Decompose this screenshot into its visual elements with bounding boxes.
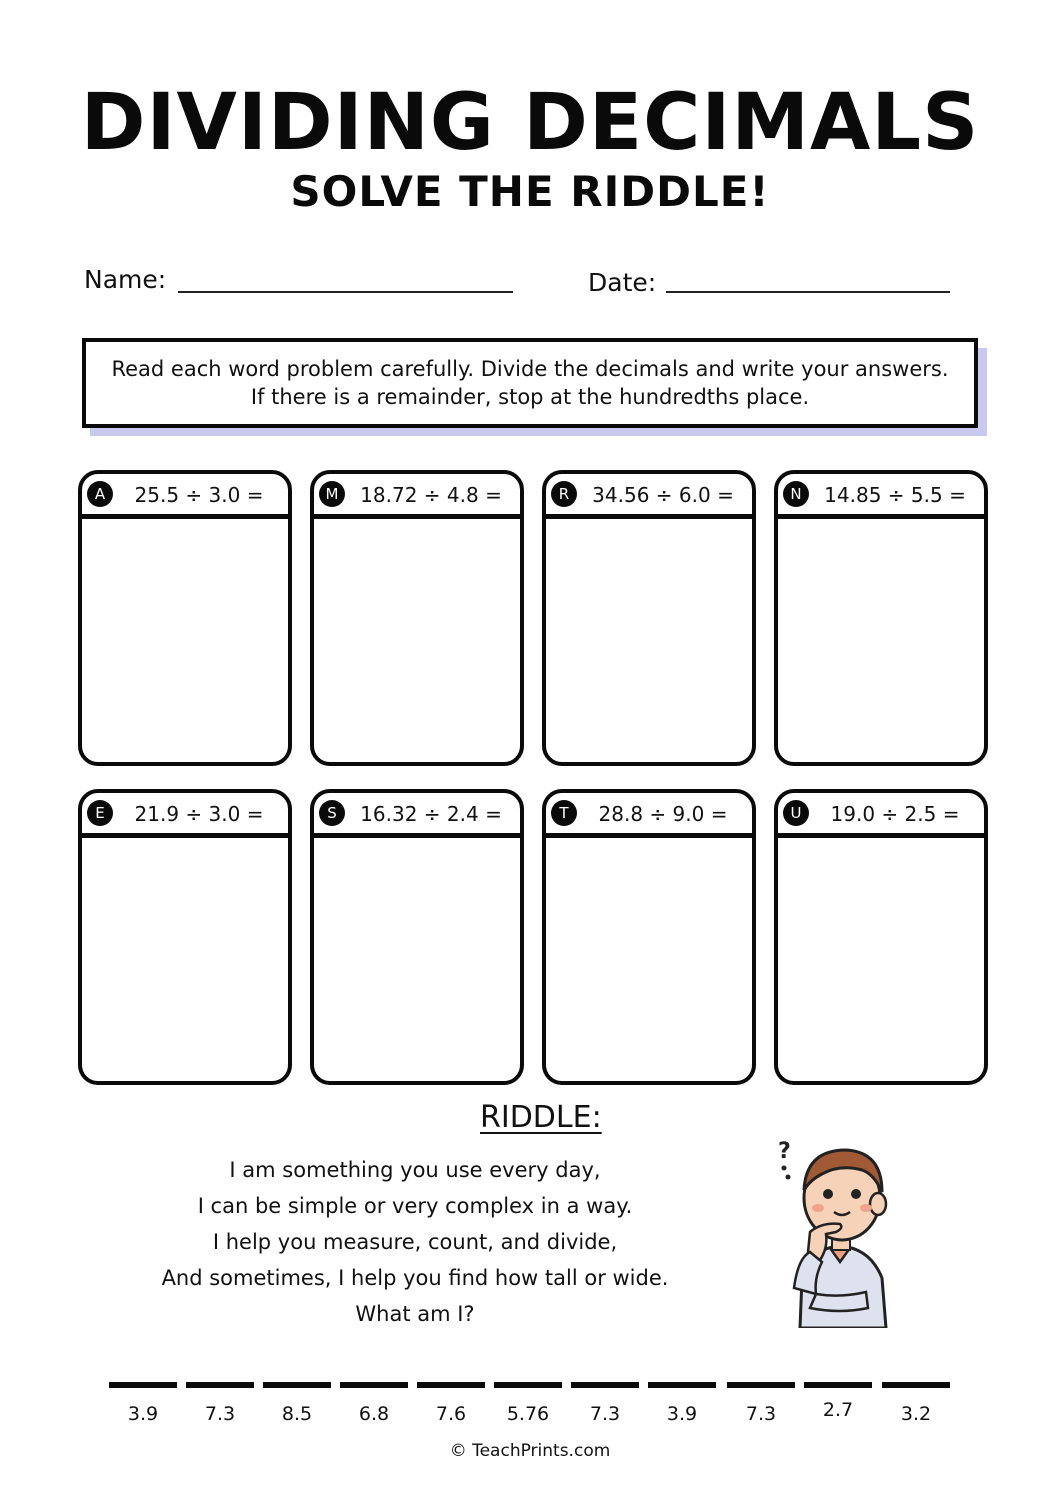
date-label: Date: — [588, 268, 657, 297]
answer-slot[interactable] — [109, 1382, 177, 1426]
problem-card-u — [774, 789, 988, 1085]
answer-code: 7.3 — [745, 1403, 777, 1425]
problem-card-r — [542, 470, 756, 766]
work-area[interactable] — [778, 838, 984, 1085]
letter-badge: U — [783, 800, 809, 826]
letter-badge: N — [783, 481, 809, 507]
problem-header — [546, 474, 752, 519]
letter-badge: S — [319, 800, 345, 826]
instructions-text: Read each word problem carefully. Divide the decimals and write your answers. If there is a remainder, stop at the hundredths place. — [111, 357, 949, 409]
letter-badge: T — [551, 800, 577, 826]
answer-slot[interactable] — [648, 1382, 716, 1426]
name-field[interactable] — [178, 291, 513, 293]
answer-line — [417, 1382, 485, 1388]
work-area[interactable] — [314, 519, 520, 766]
date-field[interactable] — [666, 291, 950, 293]
letter-badge: M — [319, 481, 345, 507]
letter-badge: E — [87, 800, 113, 826]
work-area[interactable] — [82, 838, 288, 1085]
riddle-line: What am I? — [355, 1302, 475, 1326]
problem-card-e — [78, 789, 292, 1085]
letter-badge: R — [551, 481, 577, 507]
problem-header — [82, 474, 288, 519]
answer-line — [648, 1382, 716, 1388]
problem-card-m — [310, 470, 524, 766]
answer-line — [263, 1382, 331, 1388]
problem-header — [82, 793, 288, 838]
riddle-line: I am something you use every day, — [229, 1158, 601, 1182]
answer-slot[interactable] — [727, 1382, 795, 1426]
answer-slot[interactable] — [340, 1382, 408, 1426]
answer-line — [340, 1382, 408, 1388]
problem-expression: 19.0 ÷ 2.5 = — [830, 802, 960, 826]
riddle-line: I help you measure, count, and divide, — [212, 1230, 618, 1254]
answer-code: 7.3 — [589, 1403, 621, 1425]
problem-expression: 16.32 ÷ 2.4 = — [360, 802, 502, 826]
problem-card-t — [542, 789, 756, 1085]
problem-header — [778, 474, 984, 519]
answer-slot[interactable] — [571, 1382, 639, 1426]
answer-line — [882, 1382, 950, 1388]
problem-card-n — [774, 470, 988, 766]
work-area[interactable] — [82, 519, 288, 766]
instructions-box — [82, 338, 978, 428]
riddle-line: And sometimes, I help you find how tall or wide. — [161, 1266, 669, 1290]
answer-code: 6.8 — [358, 1403, 390, 1425]
answer-line — [571, 1382, 639, 1388]
problem-card-a — [78, 470, 292, 766]
riddle-text — [145, 1152, 685, 1332]
name-label: Name: — [84, 265, 167, 294]
problem-header — [314, 793, 520, 838]
svg-text:?: ? — [778, 1139, 791, 1164]
answer-code: 3.2 — [900, 1403, 932, 1425]
copyright-footer: © TeachPrints.com — [449, 1441, 611, 1461]
problem-header — [546, 793, 752, 838]
answer-code: 2.7 — [822, 1399, 854, 1421]
problem-expression: 28.8 ÷ 9.0 = — [598, 802, 728, 826]
problem-expression: 25.5 ÷ 3.0 = — [134, 483, 264, 507]
page-title: DIVIDING DECIMALS — [80, 78, 980, 168]
answer-line — [804, 1382, 872, 1388]
page-subtitle: SOLVE THE RIDDLE! — [290, 167, 770, 216]
answer-code: 7.6 — [435, 1403, 467, 1425]
problem-expression: 14.85 ÷ 5.5 = — [824, 483, 966, 507]
riddle-title: RIDDLE: — [480, 1100, 602, 1135]
answer-line — [727, 1382, 795, 1388]
work-area[interactable] — [778, 519, 984, 766]
work-area[interactable] — [546, 519, 752, 766]
work-area[interactable] — [546, 838, 752, 1085]
answer-line — [109, 1382, 177, 1388]
answer-code: 3.9 — [666, 1403, 698, 1425]
letter-badge: A — [87, 481, 113, 507]
answer-slot[interactable] — [804, 1382, 872, 1422]
answer-slot[interactable] — [186, 1382, 254, 1426]
answer-code: 7.3 — [204, 1403, 236, 1425]
answer-slot[interactable] — [417, 1382, 485, 1426]
problem-expression: 21.9 ÷ 3.0 = — [134, 802, 264, 826]
answer-code: 8.5 — [281, 1403, 313, 1425]
problem-card-s — [310, 789, 524, 1085]
problem-expression: 18.72 ÷ 4.8 = — [360, 483, 502, 507]
thinking-boy-icon — [770, 1128, 910, 1328]
problem-expression: 34.56 ÷ 6.0 = — [592, 483, 734, 507]
answer-slot[interactable] — [263, 1382, 331, 1426]
answer-code: 5.76 — [506, 1403, 550, 1425]
work-area[interactable] — [314, 838, 520, 1085]
answer-slot[interactable] — [494, 1382, 562, 1426]
riddle-line: I can be simple or very complex in a way. — [197, 1194, 633, 1218]
problem-header — [314, 474, 520, 519]
problem-header — [778, 793, 984, 838]
answer-code: 3.9 — [127, 1403, 159, 1425]
answer-line — [186, 1382, 254, 1388]
answer-slot[interactable] — [882, 1382, 950, 1426]
answer-line — [494, 1382, 562, 1388]
